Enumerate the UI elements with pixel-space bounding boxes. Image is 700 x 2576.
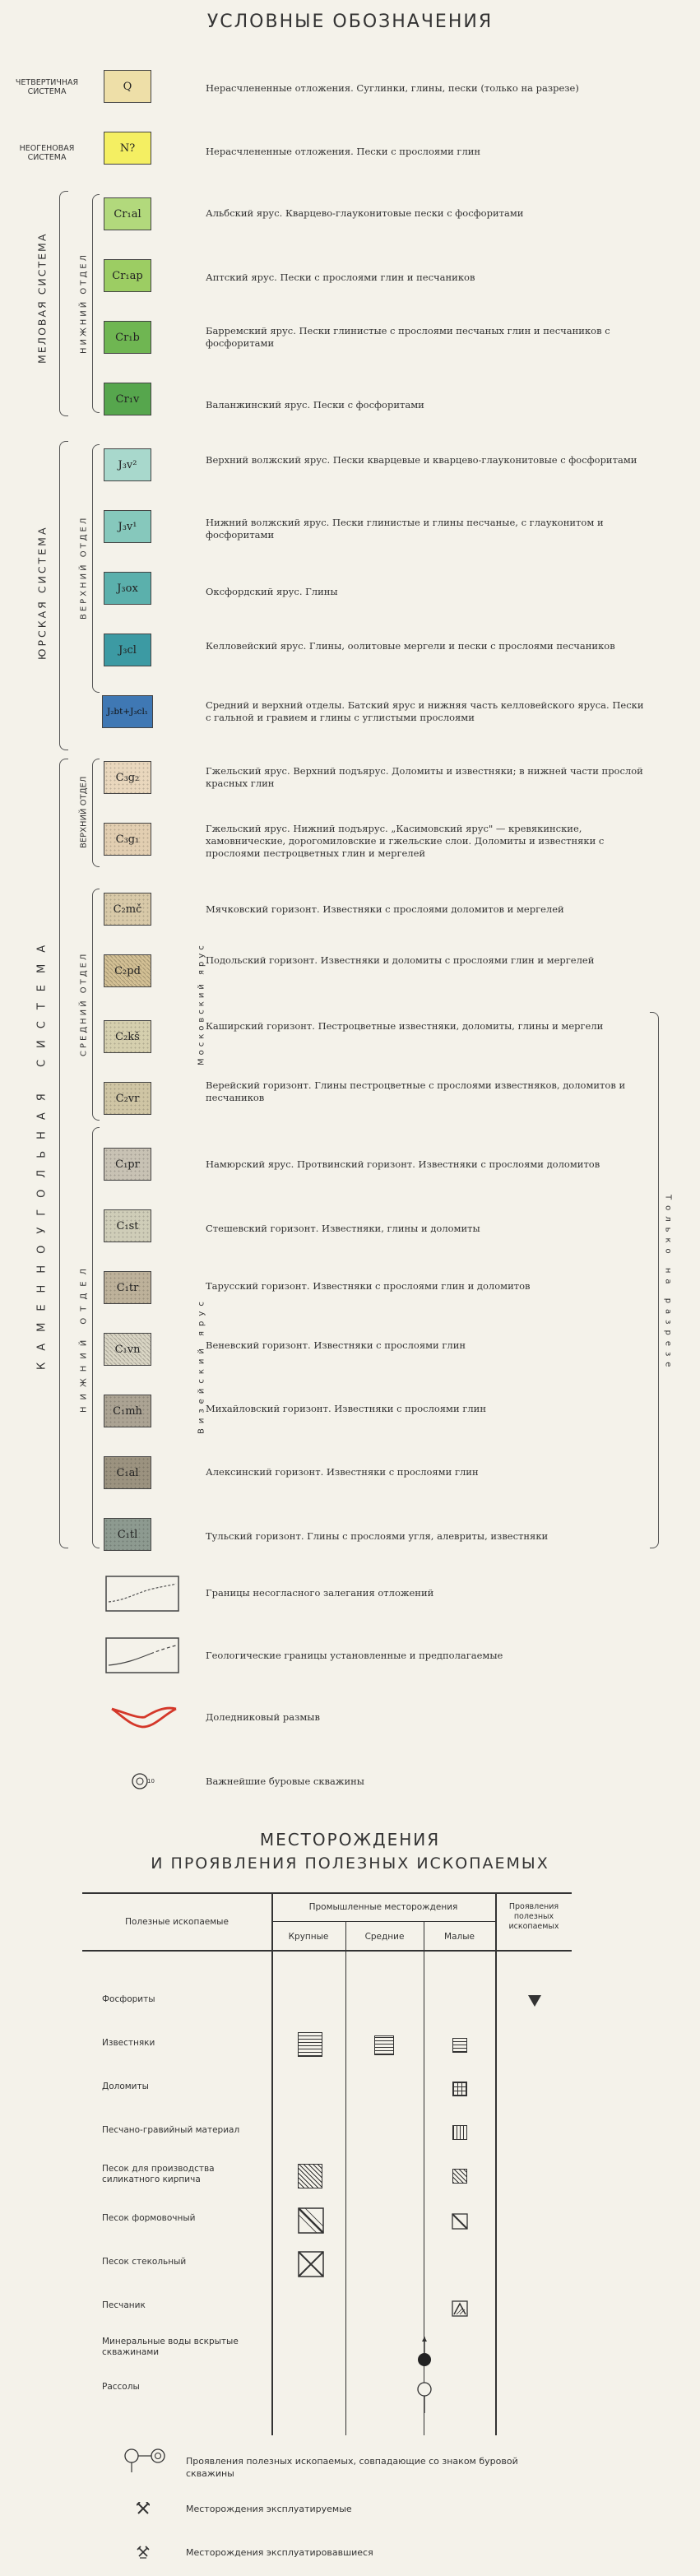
layer-description-3: Аптский ярус. Пески с прослоями глин и песчаников: [206, 272, 475, 283]
layer-box-12: C₃g₁: [104, 823, 151, 856]
layer-box-2: Cr₁al: [104, 197, 151, 230]
cretaceous-bracket: [59, 191, 68, 416]
table-row-label: Песчано-гравийный материал: [102, 2125, 240, 2135]
layer-box-9: J₃cl: [104, 634, 151, 666]
system-label-carboniferous: КАМЕННОУГОЛЬНАЯ СИСТЕМА: [35, 933, 49, 1371]
geologic-boundary-icon: [105, 1637, 179, 1673]
limestone-large-icon: [298, 2032, 322, 2057]
layer-description-6: Верхний волжский ярус. Пески кварцевые и кварцево-глауконитовые с фосфоритами: [206, 454, 637, 466]
system-label-jurassic: ЮРСКАЯ СИСТЕМА: [35, 525, 49, 660]
deposits-title-2: И ПРОЯВЛЕНИЯ ПОЛЕЗНЫХ ИСКОПАЕМЫХ: [151, 1854, 549, 1873]
table-row-label: Доломиты: [102, 2082, 149, 2091]
layer-description-10: Средний и верхний отделы. Батский ярус и нижняя часть келловейского яруса. Пески с гальной и гравием и глины с углистыми прослоями: [206, 699, 644, 723]
jur-upper-bracket: [92, 444, 100, 693]
layer-description-7: Нижний волжский ярус. Пески глинистые и глины песчаные, с глауконитом и фосфоритами: [206, 517, 604, 541]
dolomite-small-icon: [452, 2082, 467, 2096]
layer-box-11: C₃g₂: [104, 761, 151, 794]
layer-description-4: Барремский ярус. Пески глинистые с прослоями песчаных глин и песчаников с фосфоритами: [206, 325, 610, 349]
layer-description-1: Нерасчлененные отложения. Пески с прослоями глин: [206, 146, 481, 157]
carb-upper-bracket: [92, 759, 100, 867]
layer-description-21: Михайловский горизонт. Известняки с прослоями глин: [206, 1403, 486, 1414]
col-header-industrial: Промышленные месторождения: [308, 1902, 458, 1912]
layer-box-4: Cr₁b: [104, 321, 151, 354]
series-label-jur-upper: ВЕРХНИЙ ОТДЕЛ: [79, 515, 89, 620]
stage-label-visean: Визейский ярус: [197, 1297, 206, 1435]
layer-description-23: Тульский горизонт. Глины с прослоями угля, алевриты, известняки: [206, 1530, 549, 1542]
layer-description-12: Гжельский ярус. Нижний подъярус. „Касимовский ярус" — кревякинские, хамовнические, дорогомиловские и гжельские слои. Доломиты и известняки с прослоями пестроцветных глин и мергелей: [206, 823, 605, 859]
section-only-label: Только на разрезе: [663, 1194, 673, 1373]
system-label-quaternary: ЧЕТВЕРТИЧНАЯ СИСТЕМА: [15, 78, 79, 96]
section-only-bracket: [650, 1012, 659, 1548]
carb-middle-bracket: [92, 889, 100, 1121]
svg-text:10: 10: [147, 1778, 155, 1785]
layer-box-15: C₂kš: [104, 1020, 151, 1053]
silicate-sand-small-icon: [452, 2169, 467, 2184]
layer-description-13: Мячковский горизонт. Известняки с прослоями доломитов и мергелей: [206, 903, 564, 915]
layer-description-5: Валанжинский ярус. Пески с фосфоритами: [206, 399, 424, 411]
jurassic-bracket: [59, 441, 68, 750]
layer-box-18: C₁st: [104, 1209, 151, 1242]
layer-description-14: Подольский горизонт. Известняки и доломиты с прослоями глин и мергелей: [206, 954, 595, 966]
exploited-deposit-icon: [137, 2502, 150, 2515]
layer-box-6: J₃v²: [104, 448, 151, 481]
table-row-label: Песчаник: [102, 2300, 146, 2310]
molding-sand-large-icon: [298, 2207, 324, 2234]
footer-formerly-exploited: Месторождения эксплуатировавшиеся: [186, 2547, 373, 2558]
system-label-neogene: НЕОГЕНОВАЯ СИСТЕМА: [19, 144, 75, 162]
borehole-show-icon: [123, 2448, 173, 2474]
preglacial-erosion-icon: [105, 1697, 179, 1734]
series-label-carb-upper: ВЕРХНИЙ ОТДЕЛ: [79, 776, 89, 848]
symbol-label-unconformity: Границы несогласного залегания отложений: [206, 1587, 434, 1599]
layer-description-18: Стешевский горизонт. Известняки, глины и доломиты: [206, 1223, 480, 1234]
phosphorite-show-icon: [528, 1995, 541, 2007]
symbol-label-geologic-boundary: Геологические границы установленные и предполагаемые: [206, 1650, 503, 1661]
layer-box-1: N?: [104, 132, 151, 165]
layer-box-14: C₂pd: [104, 954, 151, 987]
layer-box-20: C₁vn: [104, 1333, 151, 1366]
table-row-label: Минеральные воды вскрытые скважинами: [102, 2337, 239, 2357]
layer-box-0: Q: [104, 70, 151, 103]
legend-title: УСЛОВНЫЕ ОБОЗНАЧЕНИЯ: [206, 12, 494, 32]
layer-box-10: J₂bt+J₃cl₁: [102, 695, 153, 728]
layer-description-15: Каширский горизонт. Пестроцветные известняки, доломиты, глины и мергели: [206, 1020, 604, 1032]
col-header-minerals: Полезные ископаемые: [125, 1917, 229, 1927]
sandstone-small-icon: [452, 2300, 468, 2317]
layer-description-8: Оксфордский ярус. Глины: [206, 586, 338, 597]
layer-box-21: C₁mh: [104, 1395, 151, 1427]
layer-description-16: Верейский горизонт. Глины пестроцветные с прослоями известняков, доломитов и песчаников: [206, 1079, 626, 1103]
layer-box-3: Cr₁ap: [104, 259, 151, 292]
layer-box-19: C₁tr: [104, 1271, 151, 1304]
table-row-label: Песок стекольный: [102, 2257, 187, 2267]
col-header-large: Крупные: [288, 1932, 329, 1942]
table-row-label: Известняки: [102, 2038, 155, 2048]
limestone-medium-icon: [374, 2035, 394, 2055]
unconformity-boundary-icon: [105, 1576, 179, 1612]
mineral-water-icon: [416, 2337, 433, 2369]
carb-lower-bracket: [92, 1127, 100, 1548]
layer-description-0: Нерасчлененные отложения. Суглинки, глины, пески (только на разрезе): [206, 82, 579, 94]
brine-icon: [416, 2382, 433, 2415]
col-header-small: Малые: [444, 1932, 475, 1942]
table-row-label: Песок для производства силикатного кирпича: [102, 2164, 215, 2184]
layer-description-9: Келловейский ярус. Глины, оолитовые мергели и пески с прослоями песчаников: [206, 640, 615, 652]
layer-box-7: J₃v¹: [104, 510, 151, 543]
col-header-shows: Проявления полезных ископаемых: [508, 1902, 559, 1931]
sand-gravel-small-icon: [452, 2125, 467, 2140]
carboniferous-bracket: [59, 759, 68, 1548]
table-row-label: Фосфориты: [102, 1994, 155, 2004]
layer-box-16: C₂vr: [104, 1082, 151, 1115]
footer-borehole-show: Проявления полезных ископаемых, совпадающие со знаком буровой скважины: [186, 2456, 518, 2479]
formerly-exploited-deposit-icon: [137, 2546, 150, 2559]
series-label-carb-lower: НИЖНИЙ ОТДЕЛ: [79, 1261, 89, 1413]
molding-sand-small-icon: [452, 2213, 468, 2230]
glass-sand-large-icon: [298, 2251, 324, 2277]
col-header-medium: Средние: [364, 1932, 405, 1942]
layer-box-5: Cr₁v: [104, 383, 151, 415]
layer-description-17: Намюрский ярус. Протвинский горизонт. Известняки с прослоями доломитов: [206, 1158, 600, 1170]
layer-box-23: C₁tl: [104, 1518, 151, 1551]
cret-lower-bracket: [92, 194, 100, 413]
layer-box-22: C₁al: [104, 1456, 151, 1489]
layer-description-11: Гжельский ярус. Верхний подъярус. Доломиты и известняки; в нижней части прослой красных глин: [206, 765, 643, 789]
system-label-cretaceous: МЕЛОВАЯ СИСТЕМА: [35, 232, 49, 364]
layer-description-22: Алексинский горизонт. Известняки с прослоями глин: [206, 1466, 479, 1478]
silicate-sand-large-icon: [298, 2164, 322, 2188]
layer-description-19: Тарусский горизонт. Известняки с прослоями глин и доломитов: [206, 1280, 531, 1292]
footer-exploited: Месторождения эксплуатируемые: [186, 2504, 352, 2514]
deposits-title-1: МЕСТОРОЖДЕНИЯ: [259, 1830, 441, 1850]
layer-box-13: C₂mč: [104, 893, 151, 926]
symbol-label-preglacial-erosion: Доледниковый размыв: [206, 1711, 320, 1723]
stage-label-moscow: Московский ярус: [197, 942, 206, 1065]
layer-description-20: Веневский горизонт. Известняки с прослоями глин: [206, 1339, 466, 1351]
table-row-label: Песок формовочный: [102, 2213, 196, 2223]
series-label-carb-middle: СРЕДНИЙ ОТДЕЛ: [79, 951, 89, 1056]
layer-description-2: Альбский ярус. Кварцево-глауконитовые пески с фосфоритами: [206, 207, 524, 219]
layer-box-17: C₁pr: [104, 1148, 151, 1181]
layer-box-8: J₃ox: [104, 572, 151, 605]
borehole-icon: [127, 1769, 160, 1794]
symbol-label-borehole: Важнейшие буровые скважины: [206, 1775, 364, 1787]
series-label-cret-lower: НИЖНИЙ ОТДЕЛ: [79, 252, 89, 354]
limestone-small-icon: [452, 2038, 467, 2053]
table-row-label: Рассолы: [102, 2382, 140, 2392]
